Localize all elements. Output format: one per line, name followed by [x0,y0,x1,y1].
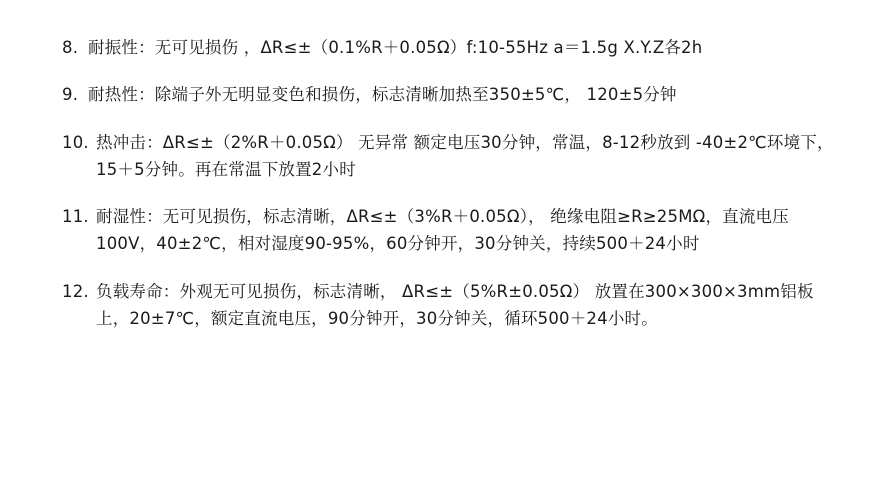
spec-item-10 [62,130,837,183]
spec-item-9 [62,82,837,109]
spec-item-10-number: 10. [62,132,89,152]
spec-item-10-text: 热冲击：ΔR≤±（2%R＋0.05Ω） 无异常 额定电压30分钟，常温，8-12秒放到 -40±2℃环境下，15＋5分钟。再在常温下放置2小时 [96,132,834,179]
spec-item-12-text: 负载寿命：外观无可见损伤，标志清晰， ΔR≤±（5%R±0.05Ω） 放置在300×300×3mm铝板上，20±7℃，额定直流电压，90分钟开，30分钟关，循环500＋24小时。 [96,281,814,328]
spec-item-8-number: 8. [62,37,79,57]
spec-item-11-number: 11. [62,207,89,227]
spec-item-12 [62,279,837,332]
spec-item-9-number: 9. [62,85,79,105]
spec-item-9-text: 耐热性：除端子外无明显变色和损伤，标志清晰加热至350±5℃， 120±5分钟 [88,85,677,105]
spec-item-11 [62,204,837,257]
spec-item-11-text: 耐湿性：无可见损伤，标志清晰，ΔR≤±（3%R＋0.05Ω）， 绝缘电阻≥R≥25MΩ，直流电压100V，40±2℃，相对湿度90-95%，60分钟开，30分钟关，持续500＋24小时 [96,207,789,254]
spec-item-12-number: 12. [62,281,89,301]
spec-item-8 [62,35,837,62]
spec-item-8-text: 耐振性：无可见损伤 ，ΔR≤±（0.1%R＋0.05Ω）f:10-55Hz a＝1.5g X.Y.Z各2h [88,37,703,57]
